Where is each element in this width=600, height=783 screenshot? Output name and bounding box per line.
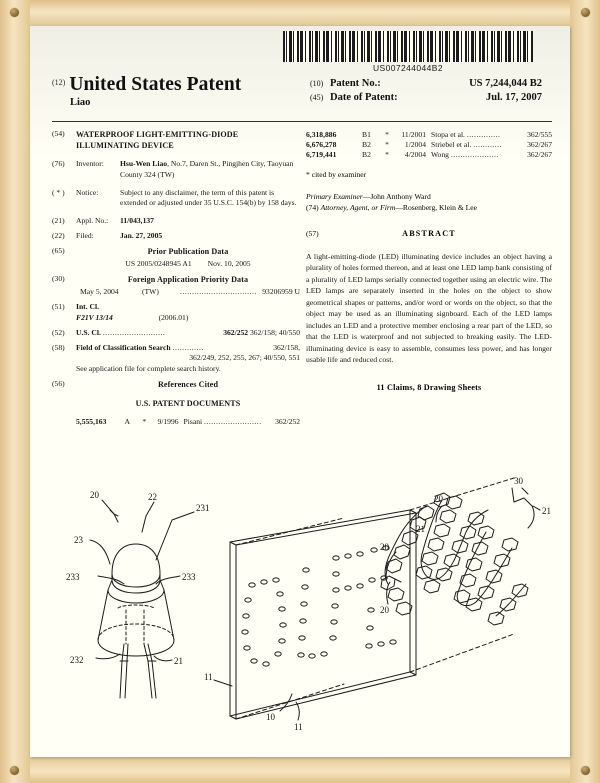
reference-dot-leader: ....................	[450, 149, 499, 159]
frame-right-edge	[570, 0, 600, 783]
ref-numeral-10: 10	[266, 712, 275, 722]
reference-star: *	[385, 149, 389, 159]
reference-star: *	[385, 129, 389, 139]
abstract-heading: ABSTRACT	[402, 228, 456, 238]
patent-office-block	[52, 74, 307, 108]
date-of-patent-tag: (45)	[310, 93, 324, 102]
field-of-search-line3: See application file for complete search history.	[76, 364, 221, 374]
field-references-cited	[52, 379, 300, 429]
field-notice-text: Subject to any disclaimer, the term of this patent is extended or adjusted under 35 U.S.C. 154(b) by 158 days.	[120, 187, 297, 208]
ref-numeral-233-left: 233	[66, 572, 80, 582]
ref-numeral-11-b: 11	[294, 722, 303, 732]
us-cl-label: U.S. Cl.	[76, 327, 101, 337]
frame-screw-bottom-left	[10, 766, 19, 775]
field-notice-tag: ( * )	[52, 187, 65, 197]
field-filed	[52, 231, 300, 242]
abstract-header	[306, 229, 552, 238]
reference-dot-leader: ..............	[466, 129, 501, 139]
references-cited-heading: References Cited	[157, 379, 219, 389]
field-appl-no	[52, 216, 300, 227]
reference-kind-code: B1	[362, 129, 371, 139]
patent-number-row	[310, 78, 552, 89]
reference-kind-code: B2	[362, 149, 371, 159]
reference-assignee	[431, 139, 508, 149]
reference-assignee-text: Striebel et al.	[431, 139, 472, 149]
reference-patent-number: 6,676,278	[306, 139, 337, 149]
field-prior-publication-tag: (65)	[52, 245, 65, 255]
figure-led-lamp	[98, 544, 174, 698]
ref-numeral-232: 232	[70, 655, 84, 665]
field-prior-publication	[52, 246, 300, 270]
attorney-value: Rosenberg, Klein & Lee	[402, 202, 477, 212]
us-patent-documents-rows	[76, 417, 300, 429]
patent-drawings	[44, 458, 556, 748]
drawings-svg	[44, 458, 556, 748]
reference-assignee	[431, 129, 508, 139]
ref-numeral-21-b: 21	[542, 506, 551, 516]
field-int-cl-tag: (51)	[52, 302, 65, 312]
patent-header	[52, 74, 552, 118]
field-foreign-priority-tag: (30)	[52, 273, 65, 283]
primary-examiner-value: John Anthony Ward	[370, 191, 431, 201]
field-filed-tag: (22)	[52, 230, 65, 240]
ref-numeral-20-a: 20	[380, 542, 389, 552]
cited-by-examiner-note: * cited by examiner	[306, 169, 367, 179]
reference-classification: 362/267	[527, 149, 552, 159]
reference-assignee	[431, 149, 508, 159]
ref-numeral-23: 23	[74, 535, 83, 545]
primary-examiner-label: Primary Examiner	[306, 191, 363, 201]
field-foreign-priority	[52, 274, 300, 298]
us-patent-documents-continued-table	[306, 129, 552, 160]
reference-classification: 362/252	[275, 417, 300, 427]
int-cl-label: Int. Cl.	[76, 302, 99, 312]
field-notice	[52, 188, 300, 210]
reference-dot-leader: ............	[473, 139, 502, 149]
prior-publication-date: Nov. 10, 2005	[207, 259, 251, 269]
patent-number-label: Patent No.:	[330, 78, 381, 89]
us-patent-documents-heading: U.S. PATENT DOCUMENTS	[135, 399, 241, 409]
us-cl-primary: 362/252	[223, 327, 249, 337]
prior-publication-row	[76, 259, 300, 270]
page-title: United States Patent	[69, 74, 242, 95]
field-appl-no-tag: (21)	[52, 216, 65, 226]
reference-kind-code: A	[124, 417, 130, 427]
date-of-patent-label: Date of Patent:	[330, 92, 398, 103]
inventor-surname: Liao	[70, 97, 91, 108]
primary-examiner-row: Primary Examiner—John Anthony Ward	[306, 191, 431, 201]
attorney-label: Attorney, Agent, or Firm	[320, 202, 396, 212]
int-cl-code: F21V 13/14	[76, 312, 113, 322]
field-appl-no-label: Appl. No.:	[76, 216, 109, 226]
field-us-cl-tag: (52)	[52, 327, 65, 337]
right-column	[306, 129, 552, 433]
reference-assignee-text: Stopa et al.	[431, 129, 465, 139]
foreign-priority-row	[76, 287, 300, 298]
reference-assignee	[184, 417, 262, 429]
reference-patent-number: 6,318,886	[306, 129, 337, 139]
claims-and-sheets: 11 Claims, 8 Drawing Sheets	[376, 383, 482, 393]
led-lamp-banks	[381, 488, 534, 625]
frame-screw-bottom-right	[581, 766, 590, 775]
foreign-priority-number: 93206959 U	[262, 287, 300, 297]
figure-signboard-leaders	[214, 488, 540, 720]
reference-patent-number: 5,555,163	[76, 417, 107, 427]
reference-star: *	[142, 417, 147, 427]
table-row	[306, 149, 552, 159]
frame-left-edge	[0, 0, 30, 783]
us-cl-others-value: 362/158; 40/550	[250, 327, 300, 337]
prior-publication-number: US 2005/0248945 A1	[125, 259, 192, 269]
prior-publication-heading: Prior Publication Data	[147, 246, 229, 256]
ref-numeral-11-a: 11	[204, 672, 213, 682]
table-row	[306, 139, 552, 149]
ref-numeral-30: 30	[514, 476, 523, 486]
field-inventor-label: Inventor:	[76, 158, 104, 168]
reference-patent-number: 6,719,441	[306, 149, 337, 159]
figure-led-lamp-leaders	[90, 500, 194, 661]
field-us-cl	[52, 328, 300, 339]
left-column	[52, 129, 306, 433]
ref-numeral-233-right: 233	[182, 572, 196, 582]
frame-screw-top-right	[581, 8, 590, 17]
foreign-priority-date: May 5, 2004	[80, 287, 119, 297]
foreign-priority-heading: Foreign Application Priority Data	[127, 274, 249, 284]
field-of-search-dot-leader: .............	[172, 342, 204, 352]
ref-numeral-21: 21	[174, 656, 183, 666]
foreign-priority-country: (TW)	[142, 287, 159, 297]
frame-top-edge	[0, 0, 600, 26]
reference-date: 11/2001	[401, 129, 426, 139]
abstract-text: A light-emitting-diode (LED) illuminating device includes an object having a plurality of holes formed thereon, and at least one LED lamp bank consisting of a plurality of LED lamps serially connected together using an electric wire. The LED lamps are separately inserted in the holes on the object to show geometrical shapes or patterns, and/or word or words on the object, so that the object may be used as an illuminating signboard. Each of the LED lamps includes an LED and a protective member enclosing a rear part of the LED, so that the LED is waterproof and not subjected to breaking easily. The LED-illuminating device is easy to assemble, consumes less power, and has longer usable life and reduced cost.	[306, 251, 552, 365]
field-of-search-line1: 362/158,	[273, 342, 300, 352]
figure-led-lamp-labels	[66, 490, 210, 666]
us-patent-documents-table	[76, 417, 300, 429]
field-appl-no-value: 11/043,137	[120, 216, 154, 226]
field-inventor-value	[120, 159, 300, 181]
field-of-search-label: Field of Classification Search	[76, 342, 171, 352]
field-inventor	[52, 159, 300, 181]
ref-numeral-20-b: 20	[380, 605, 389, 615]
reference-date: 1/2004	[404, 139, 426, 149]
table-row	[306, 129, 552, 139]
ref-numeral-20: 20	[90, 490, 99, 500]
int-cl-edition: (2006.01)	[158, 312, 189, 322]
reference-assignee-text: Pisani	[183, 417, 203, 427]
bibliographic-body	[52, 129, 552, 433]
us-cl-dot-leader: ..........................	[102, 327, 166, 337]
attorney-tag: (74)	[306, 202, 319, 212]
table-row	[76, 417, 300, 429]
date-of-patent-row	[310, 92, 552, 103]
inventor-address: , No.7, Daren St., Pingjhen City, Taoyuan County 324 (TW)	[120, 158, 294, 179]
field-of-search-line2: 362/249, 252, 255, 267; 40/550, 551	[189, 353, 300, 363]
field-filed-value: Jan. 27, 2005	[120, 230, 163, 240]
examiner-block	[306, 191, 552, 213]
field-field-of-search	[52, 343, 300, 375]
field-filed-label: Filed:	[76, 230, 94, 240]
field-title	[52, 129, 300, 152]
field-inventor-tag: (76)	[52, 158, 65, 168]
office-tag: (12)	[52, 78, 66, 87]
reference-kind-code: B2	[362, 139, 371, 149]
barcode-number: US007244044B2	[373, 63, 443, 73]
frame-screw-top-left	[10, 8, 19, 17]
ref-numeral-20-c: 20	[434, 494, 443, 504]
patent-identity-block	[310, 78, 552, 106]
reference-date: 9/1996	[157, 417, 179, 427]
field-title-tag: (54)	[52, 129, 65, 138]
reference-dot-leader: ........................	[204, 417, 262, 427]
reference-assignee-text: Wong	[431, 149, 449, 159]
abstract-tag: (57)	[306, 228, 319, 238]
foreign-priority-dot-leader: ................................	[180, 287, 257, 297]
reference-star: *	[385, 139, 389, 149]
field-field-of-search-tag: (58)	[52, 342, 65, 352]
inventor-name: Hsu-Wen Liao	[120, 158, 168, 168]
field-notice-label: Notice:	[76, 187, 99, 197]
frame-bottom-edge	[0, 757, 600, 783]
reference-classification: 362/555	[527, 129, 552, 139]
ref-numeral-22: 22	[148, 492, 157, 502]
reference-date: 4/2004	[404, 149, 426, 159]
patent-document-page	[30, 26, 570, 757]
field-references-cited-tag: (56)	[52, 378, 65, 388]
ref-numeral-231: 231	[196, 503, 210, 513]
field-int-cl	[52, 302, 300, 324]
ref-numeral-21-a: 21	[416, 524, 425, 534]
date-of-patent-value: Jul. 17, 2007	[485, 92, 542, 103]
signboard-holes	[242, 546, 396, 666]
header-divider	[52, 121, 552, 122]
figure-signboard-labels	[204, 476, 551, 732]
patent-number-value: US 7,244,044 B2	[469, 78, 542, 89]
invention-title: WATERPROOF LIGHT-EMITTING-DIODE ILLUMINATING DEVICE	[76, 130, 239, 151]
patent-number-tag: (10)	[310, 79, 324, 88]
reference-classification: 362/267	[527, 139, 552, 149]
attorney-row: (74) Attorney, Agent, or Firm—Rosenberg, Klein & Lee	[306, 202, 477, 212]
